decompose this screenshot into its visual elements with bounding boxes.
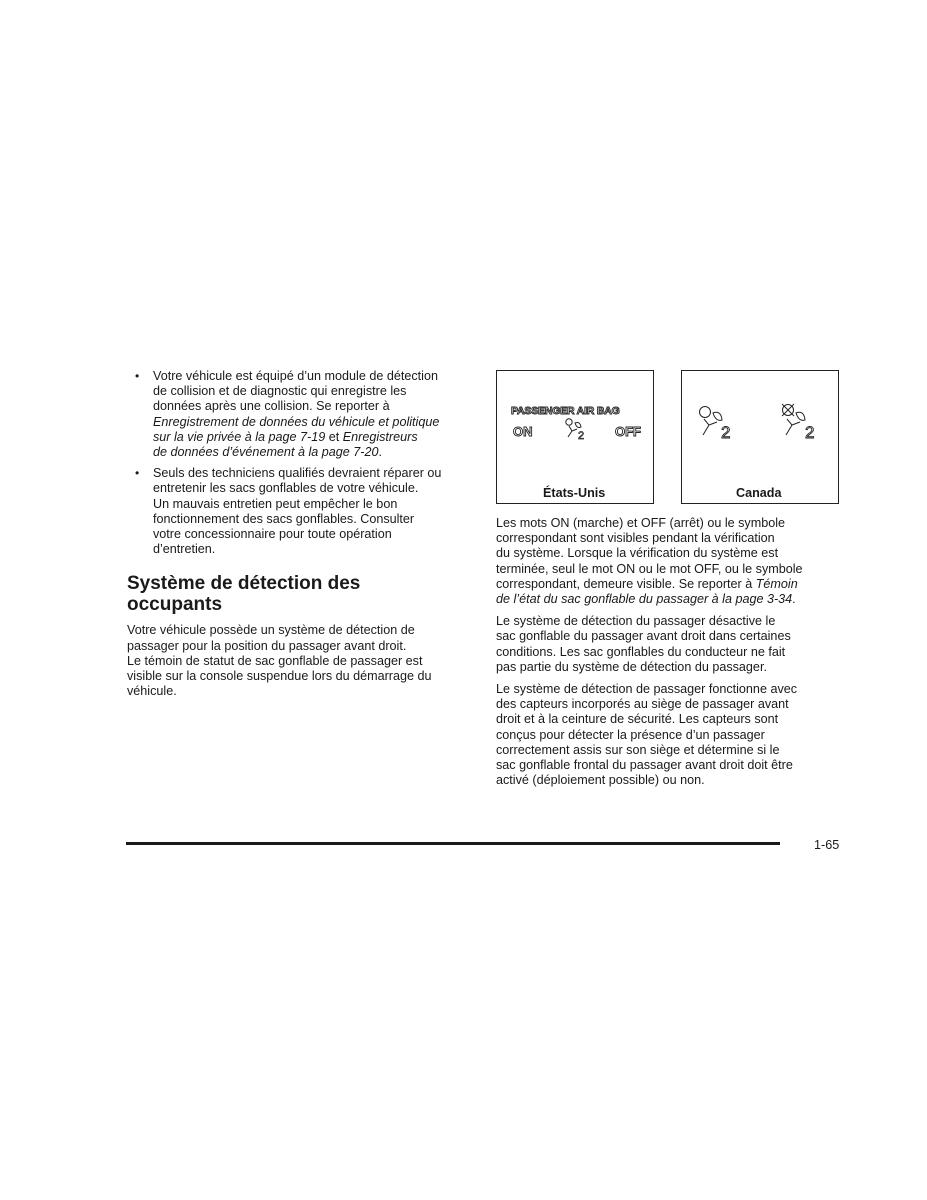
cross-reference-link: sur la vie privée à la page 7-19 <box>153 429 326 444</box>
text-line: conditions. Les sac gonflables du conducteur ne fait <box>496 644 786 659</box>
svg-text:2: 2 <box>805 423 815 441</box>
cross-reference-link: Enregistrement de données du véhicule et politique <box>153 414 440 429</box>
passenger-airbag-icon <box>563 417 589 441</box>
text-line: entretenir les sacs gonflables de votre véhicule. <box>153 481 419 496</box>
cross-reference-link: Témoin <box>755 576 798 591</box>
caption-canada: Canada <box>736 486 782 500</box>
canada-indicator-panel <box>681 370 839 504</box>
text-line: données après une collision. Se reporter à <box>153 399 390 414</box>
text-line: Seuls des techniciens qualifiés devraient réparer ou <box>153 466 442 481</box>
paragraph <box>496 614 841 675</box>
svg-text:2: 2 <box>721 423 731 441</box>
cross-reference-link: de l’état du sac gonflable du passager à la page 3-34 <box>496 592 793 607</box>
text-line: Le système de détection de passager fonctionne avec <box>496 682 798 697</box>
on-indicator: ON <box>513 424 533 439</box>
paragraph <box>496 682 841 788</box>
list-item <box>127 466 472 557</box>
passenger-airbag-off-icon <box>778 401 822 441</box>
text-line: fonctionnement des sacs gonflables. Consulter <box>153 511 415 526</box>
cross-reference-link: Enregistreurs <box>342 429 418 444</box>
text-line: Votre véhicule possède un système de détection de <box>127 623 415 638</box>
period-text: . <box>378 445 382 460</box>
bullet-icon: • <box>135 466 140 481</box>
text-line: sac gonflable frontal du passager avant droit doit être <box>496 758 793 773</box>
footer-rule <box>126 842 780 845</box>
svg-text:2: 2 <box>578 430 585 441</box>
intro-paragraph <box>127 623 472 699</box>
text-line: sac gonflable du passager avant droit dans certaines <box>496 629 791 644</box>
cross-reference-link: de données d’événement à la page 7-20 <box>153 445 379 460</box>
text-line: des capteurs incorporés au siège de passager avant <box>496 697 789 712</box>
caption-us: États-Unis <box>543 486 606 500</box>
text-line: Le système de détection du passager désactive le <box>496 614 776 629</box>
text-line: pas partie du système de détection du passager. <box>496 659 767 674</box>
passenger-airbag-label: PASSENGER AIR BAG <box>511 405 620 417</box>
period-text: . <box>792 592 796 607</box>
text-line: Les mots ON (marche) et OFF (arrêt) ou le symbole <box>496 516 786 530</box>
heading-line: Système de détection des <box>127 573 361 595</box>
text-line: du système. Lorsque la vérification du système est <box>496 546 779 561</box>
text-line: d’entretien. <box>153 542 216 557</box>
text-line: de collision et de diagnostic qui enregistre les <box>153 384 407 399</box>
text-line: correspondant, demeure visible. Se reporter à <box>496 576 756 591</box>
bullet-list <box>127 369 472 557</box>
list-item <box>127 369 472 460</box>
text-line: Un mauvais entretien peut empêcher le bon <box>153 496 398 511</box>
off-indicator: OFF <box>615 424 641 439</box>
heading-line: occupants <box>127 594 223 616</box>
text-line: visible sur la console suspendue lors du démarrage du <box>127 669 432 684</box>
indicator-figures <box>496 370 842 510</box>
text-line: correspondant sont visibles pendant la vérification <box>496 531 775 546</box>
us-indicator-panel <box>496 370 654 504</box>
left-column <box>127 369 472 706</box>
text-line: activé (déploiement possible) ou non. <box>496 773 705 788</box>
connector-text: et <box>325 429 343 444</box>
text-line: votre concessionnaire pour toute opération <box>153 527 392 542</box>
text-line: Le témoin de statut de sac gonflable de passager est <box>127 653 423 668</box>
section-heading <box>127 573 472 615</box>
page-number: 1-65 <box>814 838 840 852</box>
text-line: terminée, seul le mot ON ou le mot OFF, ou le symbole <box>496 561 803 576</box>
text-line: véhicule. <box>127 684 177 699</box>
text-line: Votre véhicule est équipé d’un module de détection <box>153 369 438 383</box>
text-line: correctement assis sur son siège et détermine si le <box>496 742 780 757</box>
bullet-icon: • <box>135 369 140 383</box>
right-column <box>496 516 841 795</box>
text-line: conçus pour détecter la présence d’un passager <box>496 727 765 742</box>
paragraph <box>496 516 841 607</box>
passenger-airbag-on-icon <box>696 405 736 441</box>
text-line: droit et à la ceinture de sécurité. Les capteurs sont <box>496 712 779 727</box>
text-line: passager pour la position du passager avant droit. <box>127 638 407 653</box>
